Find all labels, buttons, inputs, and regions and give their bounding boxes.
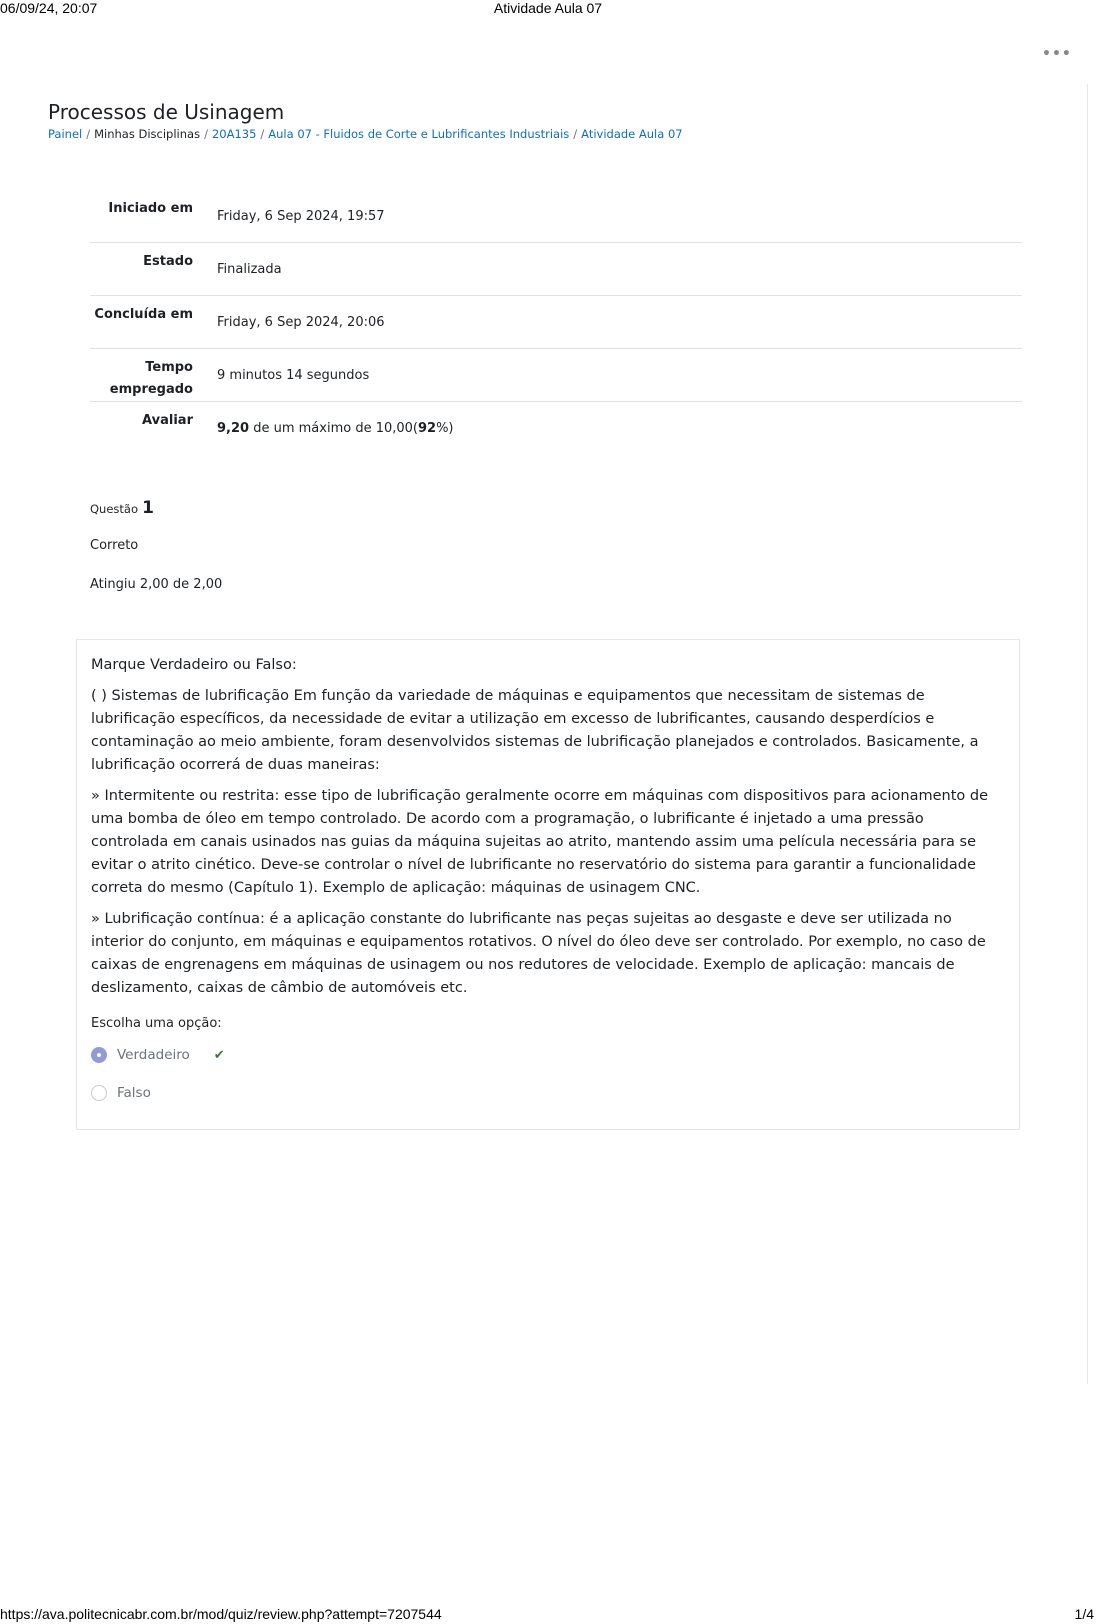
summary-row-completed (90, 296, 1022, 349)
grade-percent: 92 (417, 421, 437, 436)
time-value: 9 minutos 14 segundos (217, 368, 370, 383)
time-label-line2: empregado (109, 382, 193, 397)
grade-max-text: de um máximo de 10,00( (249, 421, 418, 436)
question-paragraph: Marque Verdadeiro ou Falso: (91, 657, 297, 673)
summary-row-time (90, 349, 1022, 402)
summary-row-state (90, 243, 1022, 296)
question-number-value: 1 (142, 498, 154, 518)
choose-option-label: Escolha uma opção: (91, 1016, 222, 1031)
started-label: Iniciado em (108, 201, 193, 216)
completed-label: Concluída em (94, 307, 193, 322)
time-label-line1: Tempo (145, 360, 193, 375)
grade-value (205, 402, 1022, 454)
breadcrumb-lesson[interactable]: Aula 07 - Fluidos de Corte e Lubrificantes Industriais (268, 127, 570, 141)
option-verdadeiro[interactable] (91, 1047, 225, 1063)
breadcrumb (48, 127, 683, 141)
print-footer (0, 1606, 1096, 1624)
print-datetime: 06/09/24, 20:07 (0, 0, 98, 16)
question-grade: Atingiu 2,00 de 2,00 (90, 577, 223, 592)
question-paragraph: ( ) Sistemas de lubrificação Em função da variedade de máquinas e equipamentos que necessitam de sistemas de lubrificação específicos, da necessidade de evitar a utilização em excesso de lubrificantes, causando desperdícios e contaminação ao meio ambiente, foram desenvolvidos sistemas de lubrificação planejados e controlados. Basicamente, a lubrificação ocorrerá de duas maneiras: (91, 688, 979, 773)
breadcrumb-painel[interactable]: Painel (48, 127, 83, 141)
started-value: Friday, 6 Sep 2024, 19:57 (217, 209, 385, 224)
breadcrumb-minhas-disciplinas: Minhas Disciplinas (94, 127, 201, 141)
question-number-label: Questão (90, 502, 138, 516)
grade-label: Avaliar (142, 413, 193, 428)
question-text (91, 654, 1001, 1008)
breadcrumb-separator: / (260, 127, 265, 141)
breadcrumb-separator: / (573, 127, 578, 141)
question-paragraph: » Intermitente ou restrita: esse tipo de lubrificação geralmente ocorre em máquinas com dispositivos para acionamento de uma bomba de óleo em tempo controlado. De acordo com a programação, o lubrificante é injetado a uma pressão controlada em canais usinados nas guias da máquina sujeitas ao atrito, mantendo assim uma película necessária para se evitar o atrito cinético. Deve-se controlar o nível de lubrificante no reservatório do sistema para garantir a funcionalidade correta do mesmo (Capítulo 1). Exemplo de aplicação: máquinas de usinagem CNC. (91, 788, 989, 896)
question-content (76, 639, 1020, 1130)
option-falso[interactable] (91, 1085, 151, 1101)
breadcrumb-separator: / (204, 127, 208, 141)
grade-percent-suffix: %) (436, 421, 454, 436)
page-title: Processos de Usinagem (48, 100, 285, 124)
radio-unchecked-icon[interactable] (91, 1085, 107, 1101)
option-label: Falso (117, 1085, 151, 1101)
question-state: Correto (90, 538, 139, 553)
attempt-summary-table (90, 190, 1022, 454)
time-label (90, 349, 205, 401)
print-header (0, 0, 1096, 18)
state-value: Finalizada (217, 262, 282, 277)
divider (1087, 84, 1088, 1384)
breadcrumb-activity[interactable]: Atividade Aula 07 (581, 127, 683, 141)
print-page-number: 1/4 (1074, 1606, 1094, 1622)
state-label: Estado (143, 254, 193, 269)
grade-score: 9,20 (217, 421, 250, 436)
completed-value: Friday, 6 Sep 2024, 20:06 (217, 315, 385, 330)
check-icon: ✔ (213, 1047, 225, 1063)
print-url: https://ava.politecnicabr.com.br/mod/quiz/review.php?attempt=7207544 (0, 1606, 442, 1622)
print-doc-title: Atividade Aula 07 (493, 0, 603, 16)
option-label: Verdadeiro (117, 1047, 190, 1063)
summary-row-started (90, 190, 1022, 243)
breadcrumb-separator: / (86, 127, 91, 141)
more-options-icon[interactable]: ••• (1042, 46, 1072, 62)
summary-row-grade (90, 402, 1022, 454)
breadcrumb-course-code[interactable]: 20A135 (211, 127, 257, 141)
question-number (90, 498, 154, 518)
question-paragraph: » Lubrificação contínua: é a aplicação constante do lubrificante nas peças sujeitas ao desgaste e deve ser utilizada no interior do conjunto, em máquinas e equipamentos rotativos. O nível do óleo deve ser controlado. Por exemplo, no caso de caixas de engrenagens em máquinas de usinagem ou nos redutores de velocidade. Exemplo de aplicação: mancais de deslizamento, caixas de câmbio de automóveis etc. (91, 911, 986, 996)
radio-checked-icon[interactable] (91, 1047, 107, 1063)
